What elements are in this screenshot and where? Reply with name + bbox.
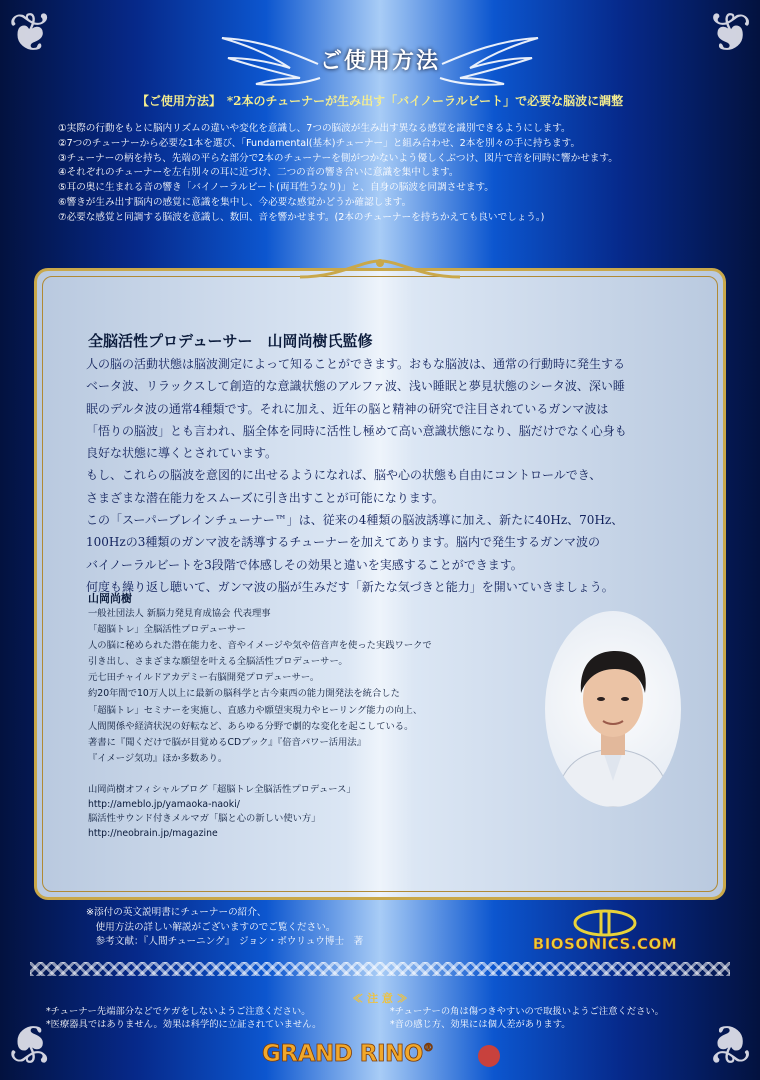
bio-line: 「超脳トレ」全脳活性プロデューサー (88, 624, 246, 636)
brand-emblem-icon (478, 1045, 500, 1067)
paragraph-line: この「スーパーブレインチューナー™」は、従来の4種類の脳波誘導に加え、新たに40Hz、70Hz、 (86, 513, 624, 528)
brand-name: GRAND RINO (262, 1041, 423, 1067)
note-line: 参考文献：『人間チューニング』 ジョン・ボウリュウ博士 著 (86, 936, 364, 947)
bio-name: 山岡尚樹 (88, 592, 132, 605)
blog-label: 山岡尚樹オフィシャルブログ「超脳トレ全脳活性プロデュース」 (88, 784, 356, 795)
caution-item: *チューナー先端部分などでケガをしないようご注意ください。 (46, 1006, 311, 1017)
step-item: ③チューナーの柄を持ち、先端の平らな部分で2本のチューナーを側がつかないよう優しくぶつけ、図片で音を同時に響かせます。 (58, 152, 618, 164)
step-item: ⑥響きが生み出す脳内の感覚に意識を集中し、今必要な感覚かどうか確認します。 (58, 196, 412, 208)
caution-right (390, 1005, 664, 1031)
bio-line: 「超脳トレ」セミナーを実施し、直感力や願望実現力やヒーリング能力の向上、 (88, 704, 423, 716)
paragraph-line: 良好な状態に導くとされています。 (86, 446, 278, 461)
paragraph-line: バイノーラルビートを3段階で体感しその効果と違いを実感することができます。 (86, 557, 523, 572)
reference-notes (86, 906, 363, 950)
caution-item: *チューナーの角は傷つきやすいので取扱いようご注意ください。 (390, 1006, 664, 1017)
step-item: ⑦必要な感覚と同調する脳波を意識し、数回、音を響かせます。(2本のチューナーを持ちかえても良いでしょう。) (58, 211, 545, 223)
paragraph-line: もし、これらの脳波を意図的に出せるようになれば、脳や心の状態も自由にコントロールでき、 (86, 468, 602, 483)
usage-subtitle: 【ご使用方法】 *2本のチューナーが生み出す「バイノーラルビート」で必要な脳波に調整 (136, 94, 624, 108)
bio-line: 人の脳に秘められた潜在能力を、音やイメージや気や倍音声を使った実践ワークで (88, 640, 432, 652)
note-line: ※添付の英文説明書にチューナーの紹介、 (86, 907, 267, 918)
page-title: ご使用方法 (319, 48, 440, 74)
step-item: ⑤耳の奥に生まれる音の響き「バイノーラルビート(両耳性うなり)」と、自身の脳波を同調させます。 (58, 182, 494, 194)
paragraph-line: ベータ波、リラックスして創造的な意識状態のアルファ波、浅い睡眠と夢見状態のシータ波、深い睡 (86, 379, 625, 394)
paragraph-line: さまざまな潜在能力をスムーズに引き出すことが可能になります。 (86, 490, 444, 505)
panel-crest-ornament (300, 257, 460, 281)
registered-mark: ® (422, 1041, 434, 1054)
bio-links (88, 783, 356, 841)
corner-flourish-top-right: ❦ (706, 1, 752, 64)
bio-line: 約20年間で10万人以上に最新の脳科学と古今東西の能力開発法を統合した (88, 688, 400, 700)
panel-title: 全脳活性プロデューサー 山岡尚樹氏監修 (88, 332, 373, 350)
corner-flourish-bottom-left: ❦ (8, 1012, 54, 1075)
bio-text (88, 606, 528, 767)
paragraph-line: 何度も繰り返し聴いて、ガンマ波の脳が生みだす「新たな気づきと能力」を開いていきましょう。 (86, 579, 614, 594)
bio-line: 一般社団法人 新脳力発見育成協会 代表理事 (88, 608, 271, 619)
bio-line: 著書に『聞くだけで脳が目覚めるCDブック』『倍音パワー活用法』 (88, 736, 366, 748)
paragraph-line: 「悟りの脳波」とも言われ、脳全体を同時に活性し極めて高い意識状態になり、脳だけでなく心身も (86, 423, 627, 438)
note-line: 使用方法の詳しい解説がございますのでご覧ください。 (86, 921, 336, 933)
caution-item: *医療器具ではありません。効果は科学的に立証されていません。 (46, 1019, 322, 1030)
magazine-url: http://neobrain.jp/magazine (88, 827, 218, 839)
supervisor-portrait (545, 611, 681, 807)
bio-line: 元七田チャイルドアカデミー右脳開発プロデューサー。 (88, 672, 320, 684)
bio-line: 『イメージ気功』ほか多数あり。 (88, 752, 228, 764)
paragraph-line: 100Hzの3種類のガンマ波を誘導するチューナーを加えてあります。脳内で発生するガンマ波の (86, 535, 601, 550)
brand-logo (262, 1041, 433, 1067)
usage-steps (58, 122, 708, 226)
step-item: ④それぞれのチューナーを左右別々の耳に近づけ、二つの音の響き合いに意識を集中します。 (58, 167, 459, 179)
caution-left (46, 1005, 321, 1031)
bio-line: 人間関係や経済状況の好転など、あらゆる分野で劇的な変化を起こしている。 (88, 720, 414, 732)
paragraph-line: 眠のデルタ波の通常4種類です。それに加え、近年の脳と精神の研究で注目されているガンマ波は (86, 401, 609, 416)
bio-line: 引き出し、さまざまな願望を叶える全脳活性プロデューサー。 (88, 656, 348, 668)
decorative-band (30, 962, 730, 976)
paragraph-line: 人の脳の活動状態は脳波測定によって知ることができます。おもな脳波は、通常の行動時に発生する (86, 357, 626, 371)
panel-body (86, 353, 686, 598)
blog-url: http://ameblo.jp/yamaoka-naoki/ (88, 798, 240, 810)
corner-flourish-top-left: ❦ (8, 1, 54, 64)
magazine-label: 脳活性サウンド付きメルマガ「脳と心の新しい使い方」 (88, 813, 321, 824)
caution-item: *音の感じ方、効果には個人差があります。 (390, 1019, 571, 1030)
corner-flourish-bottom-right: ❦ (706, 1012, 752, 1075)
biosonics-logo-text: BIOSONICS.COM (532, 935, 678, 953)
step-item: ②7つのチューナーから必要な1本を選び、「Fundamental(基本)チューナー」と組み合わせ、2本を別々の手に持ちます。 (58, 137, 581, 149)
caution-title: ≪ 注 意 ≫ (352, 992, 408, 1005)
step-item: ①実際の行動をもとに脳内リズムの違いや変化を意識し、7つの脳波が生み出す異なる感覚を識別できるようにします。 (58, 123, 571, 134)
portrait-figure (545, 611, 681, 807)
